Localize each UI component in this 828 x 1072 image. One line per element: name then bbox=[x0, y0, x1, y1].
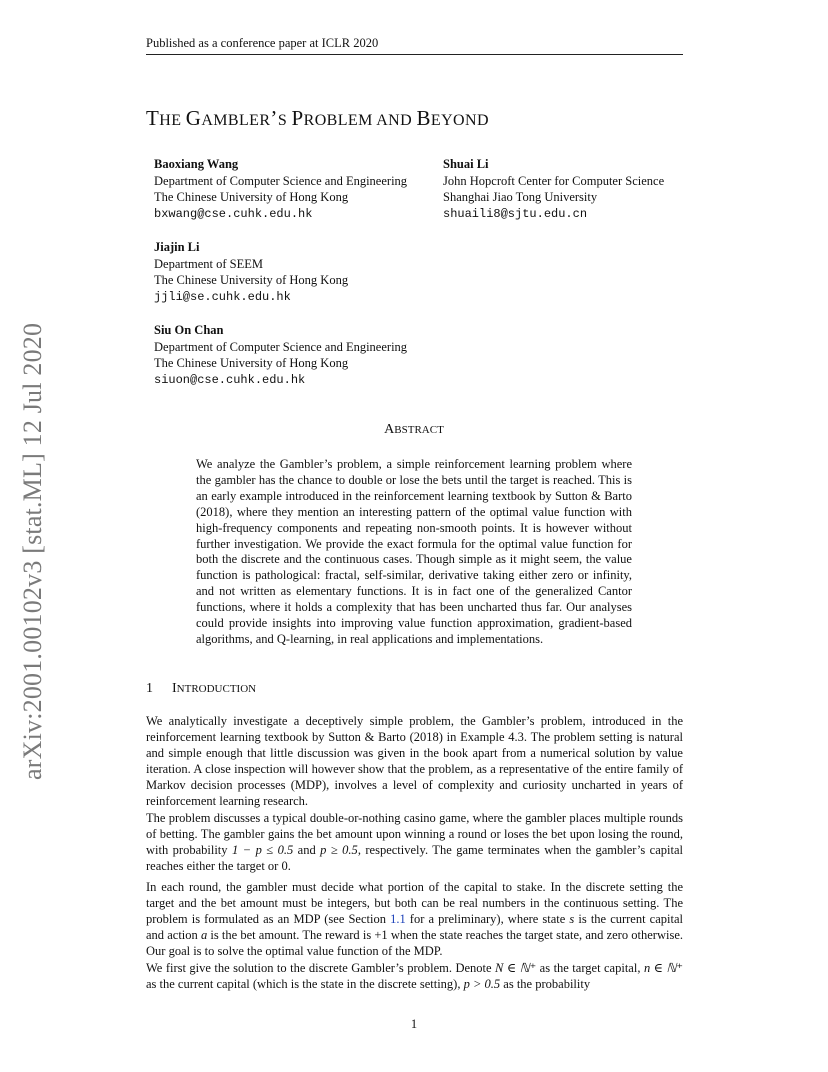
intro-paragraph: We first give the solution to the discrete Gambler’s problem. Denote N ∈ ℕ⁺ as the target capital, n ∈ ℕ⁺ as the current capital (which is the state in the discrete setting), p > 0.5 as the probability bbox=[146, 961, 683, 991]
intro-paragraph: The problem discusses a typical double-or-nothing casino game, where the gambler places multiple rounds of betting. The gambler gains the bet amount upon winning a round or loses the bet upon losing the round, with probability 1 − p ≤ 0.5 and p ≥ 0.5, respectively. The game terminates when the gambler’s capital reaches either the target or 0. bbox=[146, 811, 683, 873]
section-link[interactable]: 1.1 bbox=[390, 911, 406, 926]
author-affiliation: John Hopcroft Center for Computer Science bbox=[443, 173, 665, 188]
running-header: Published as a conference paper at ICLR 2020 bbox=[146, 36, 379, 50]
author-name: Jiajin Li bbox=[154, 240, 200, 254]
author-affiliation: Department of Computer Science and Engineering bbox=[154, 173, 408, 188]
author-affiliation: The Chinese University of Hong Kong bbox=[154, 356, 349, 370]
page-number: 1 bbox=[410, 1017, 418, 1031]
intro-paragraph: We analytically investigate a deceptively simple problem, the Gambler’s problem, introduced in the reinforcement learning textbook by Sutton & Barto (2018) in Example 4.3. The problem setting is natural and simple enough that little discussion was given in the book apart from a numerical solution by value iteration. A close inspection will however show that the problem, as a representative of the entire family of Markov decision processes (MDP), involves a level of complexity and curiosity uncharted in years of reinforcement learning research. bbox=[146, 714, 683, 808]
author-name: Baoxiang Wang bbox=[154, 157, 239, 171]
abstract-heading: ABSTRACT bbox=[384, 422, 444, 437]
author-affiliation: The Chinese University of Hong Kong bbox=[154, 190, 349, 204]
author-affiliation: Shanghai Jiao Tong University bbox=[443, 190, 598, 204]
author-block bbox=[154, 156, 407, 222]
author-block bbox=[154, 239, 348, 305]
author-email: jjli@se.cuhk.edu.hk bbox=[154, 289, 291, 304]
author-block bbox=[443, 156, 664, 222]
author-email: siuon@cse.cuhk.edu.hk bbox=[154, 372, 306, 387]
author-affiliation: Department of SEEM bbox=[154, 256, 264, 271]
author-name: Shuai Li bbox=[443, 157, 489, 171]
author-affiliation: Department of Computer Science and Engineering bbox=[154, 339, 408, 354]
paper-title: THE GAMBLER’S PROBLEM AND BEYOND bbox=[146, 106, 489, 130]
author-affiliation: The Chinese University of Hong Kong bbox=[154, 273, 349, 287]
author-name: Siu On Chan bbox=[154, 323, 224, 337]
arxiv-stamp: arXiv:2001.00102v3 [stat.ML] 12 Jul 2020 bbox=[18, 322, 47, 780]
author-email: bxwang@cse.cuhk.edu.hk bbox=[154, 206, 313, 221]
abstract-text: We analyze the Gambler’s problem, a simple reinforcement learning problem where the gambler has the chance to double or lose the bets until the target is reached. This is an early example introduced in the reinforcement learning textbook by Sutton & Barto (2018), where they mention an interesting pattern of the optimal value function with high-frequency components and repeating non-smooth points. It is however without further investigation. We provide the exact formula for the optimal value function for both the discrete and the continuous cases. Though simple as it might seem, the value function is pathological: fractal, self-similar, derivative taking either zero or infinity, and not written as elementary functions. It is in fact one of the generalized Cantor functions, where it holds a complexity that has been uncharted thus far. Our analyses could provide insights into improving value function approximation, gradient-based algorithms, and Q-learning, in real applications and implementations. bbox=[196, 457, 632, 646]
section-heading: 1 INTRODUCTION bbox=[146, 681, 257, 696]
section-number: 1 bbox=[146, 681, 153, 696]
header-rule bbox=[146, 54, 683, 55]
author-block bbox=[154, 322, 407, 388]
intro-paragraph: In each round, the gambler must decide what portion of the capital to stake. In the discrete setting the target and the bet amount must be integers, but both can be real numbers in the continuous setting. The problem is formulated as an MDP (see Section 1.1 for a preliminary), where state s is the current capital and action a is the bet amount. The reward is +1 when the state reaches the target state, and zero otherwise. Our goal is to solve the optimal value function of the MDP. bbox=[146, 880, 683, 958]
author-email: shuaili8@sjtu.edu.cn bbox=[443, 206, 588, 221]
